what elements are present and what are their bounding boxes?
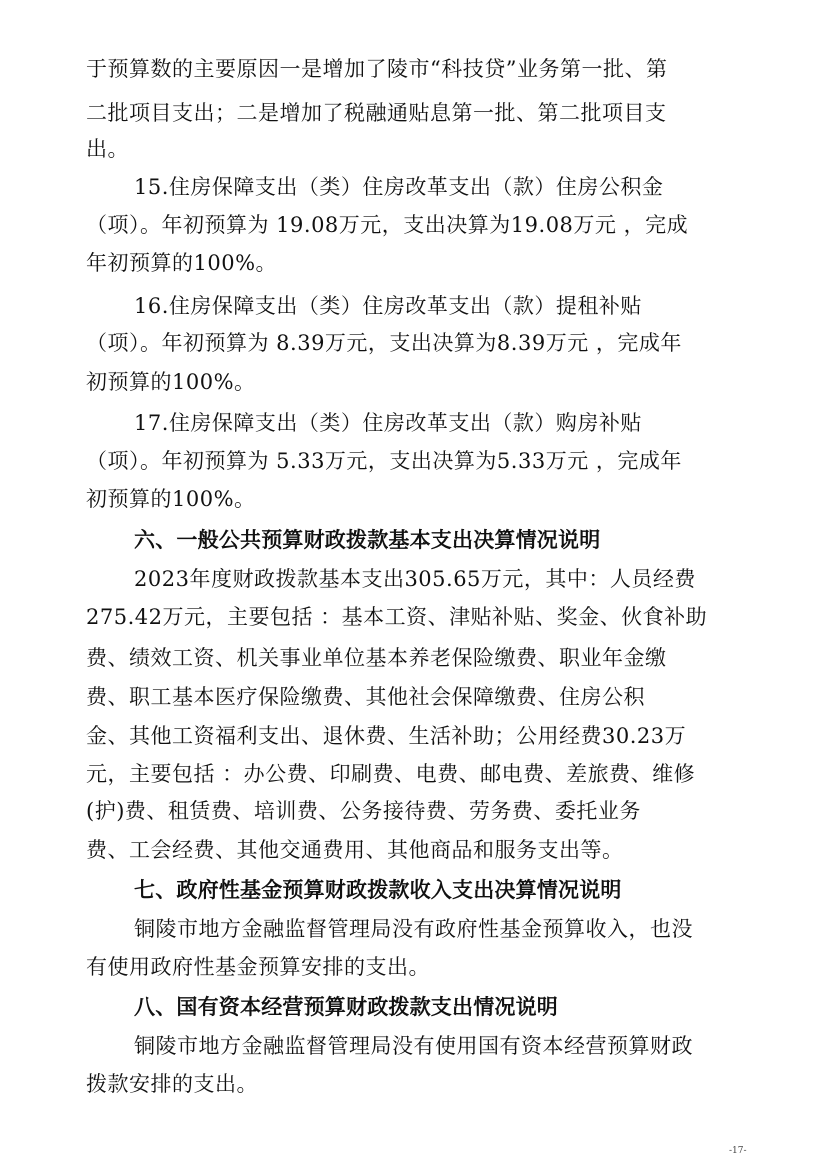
text-line: 费、工会经费、其他交通费用、其他商品和服务支出等。 [86, 838, 624, 862]
item-heading-17: 17.住房保障支出（类）住房改革支出（款）购房补贴 [134, 411, 642, 435]
text-line: 拨款安排的支出。 [86, 1072, 258, 1096]
text-line: 年初预算的100%。 [86, 251, 278, 275]
page-number: -17- [729, 1146, 747, 1156]
section-heading-7: 七、政府性基金预算财政拨款收入支出决算情况说明 [134, 878, 622, 902]
text-line: （项）。年初预算为 19.08万元，支出决算为19.08万元 ，完成 [86, 213, 689, 237]
text-line: 元，主要包括 ：办公费、印刷费、电费、邮电费、差旅费、维修 [86, 762, 696, 786]
section-heading-8: 八、国有资本经营预算财政拨款支出情况说明 [134, 995, 558, 1019]
text-line: 二批项目支出；二是增加了税融通贴息第一批、第二批项目支 [86, 101, 667, 125]
item-heading-16: 16.住房保障支出（类）住房改革支出（款）提租补贴 [134, 294, 642, 318]
text-line: 费、绩效工资、机关事业单位基本养老保险缴费、职业年金缴 [86, 646, 667, 670]
text-line: (护)费、租赁费、培训费、公务接待费、劳务费、委托业务 [86, 799, 641, 823]
text-line: 铜陵市地方金融监督管理局没有政府性基金预算收入，也没 [134, 917, 693, 941]
item-heading-15: 15.住房保障支出（类）住房改革支出（款）住房公积金 [134, 175, 664, 199]
text-line: （项）。年初预算为 5.33万元，支出决算为5.33万元 ，完成年 [86, 449, 682, 473]
text-line: 有使用政府性基金预算安排的支出。 [86, 955, 430, 979]
text-line: 2023年度财政拨款基本支出305.65万元，其中：人员经费 [134, 567, 696, 591]
text-line: 费、职工基本医疗保险缴费、其他社会保障缴费、住房公积 [86, 685, 645, 709]
text-line: 初预算的100%。 [86, 370, 256, 394]
text-line: 于预算数的主要原因一是增加了陵市“科技贷”业务第一批、第 [86, 57, 668, 81]
section-heading-6: 六、一般公共预算财政拨款基本支出决算情况说明 [134, 528, 601, 552]
text-line: 初预算的100%。 [86, 487, 256, 511]
text-line: 铜陵市地方金融监督管理局没有使用国有资本经营预算财政 [134, 1034, 693, 1058]
text-line: 出。 [86, 137, 129, 161]
text-line: （项）。年初预算为 8.39万元，支出决算为8.39万元 ，完成年 [86, 331, 682, 355]
text-line: 金、其他工资福利支出、退休费、生活补助；公用经费30.23万 [86, 724, 687, 748]
text-line: 275.42万元，主要包括 ：基本工资、津贴补贴、奖金、伙食补助 [86, 605, 708, 629]
